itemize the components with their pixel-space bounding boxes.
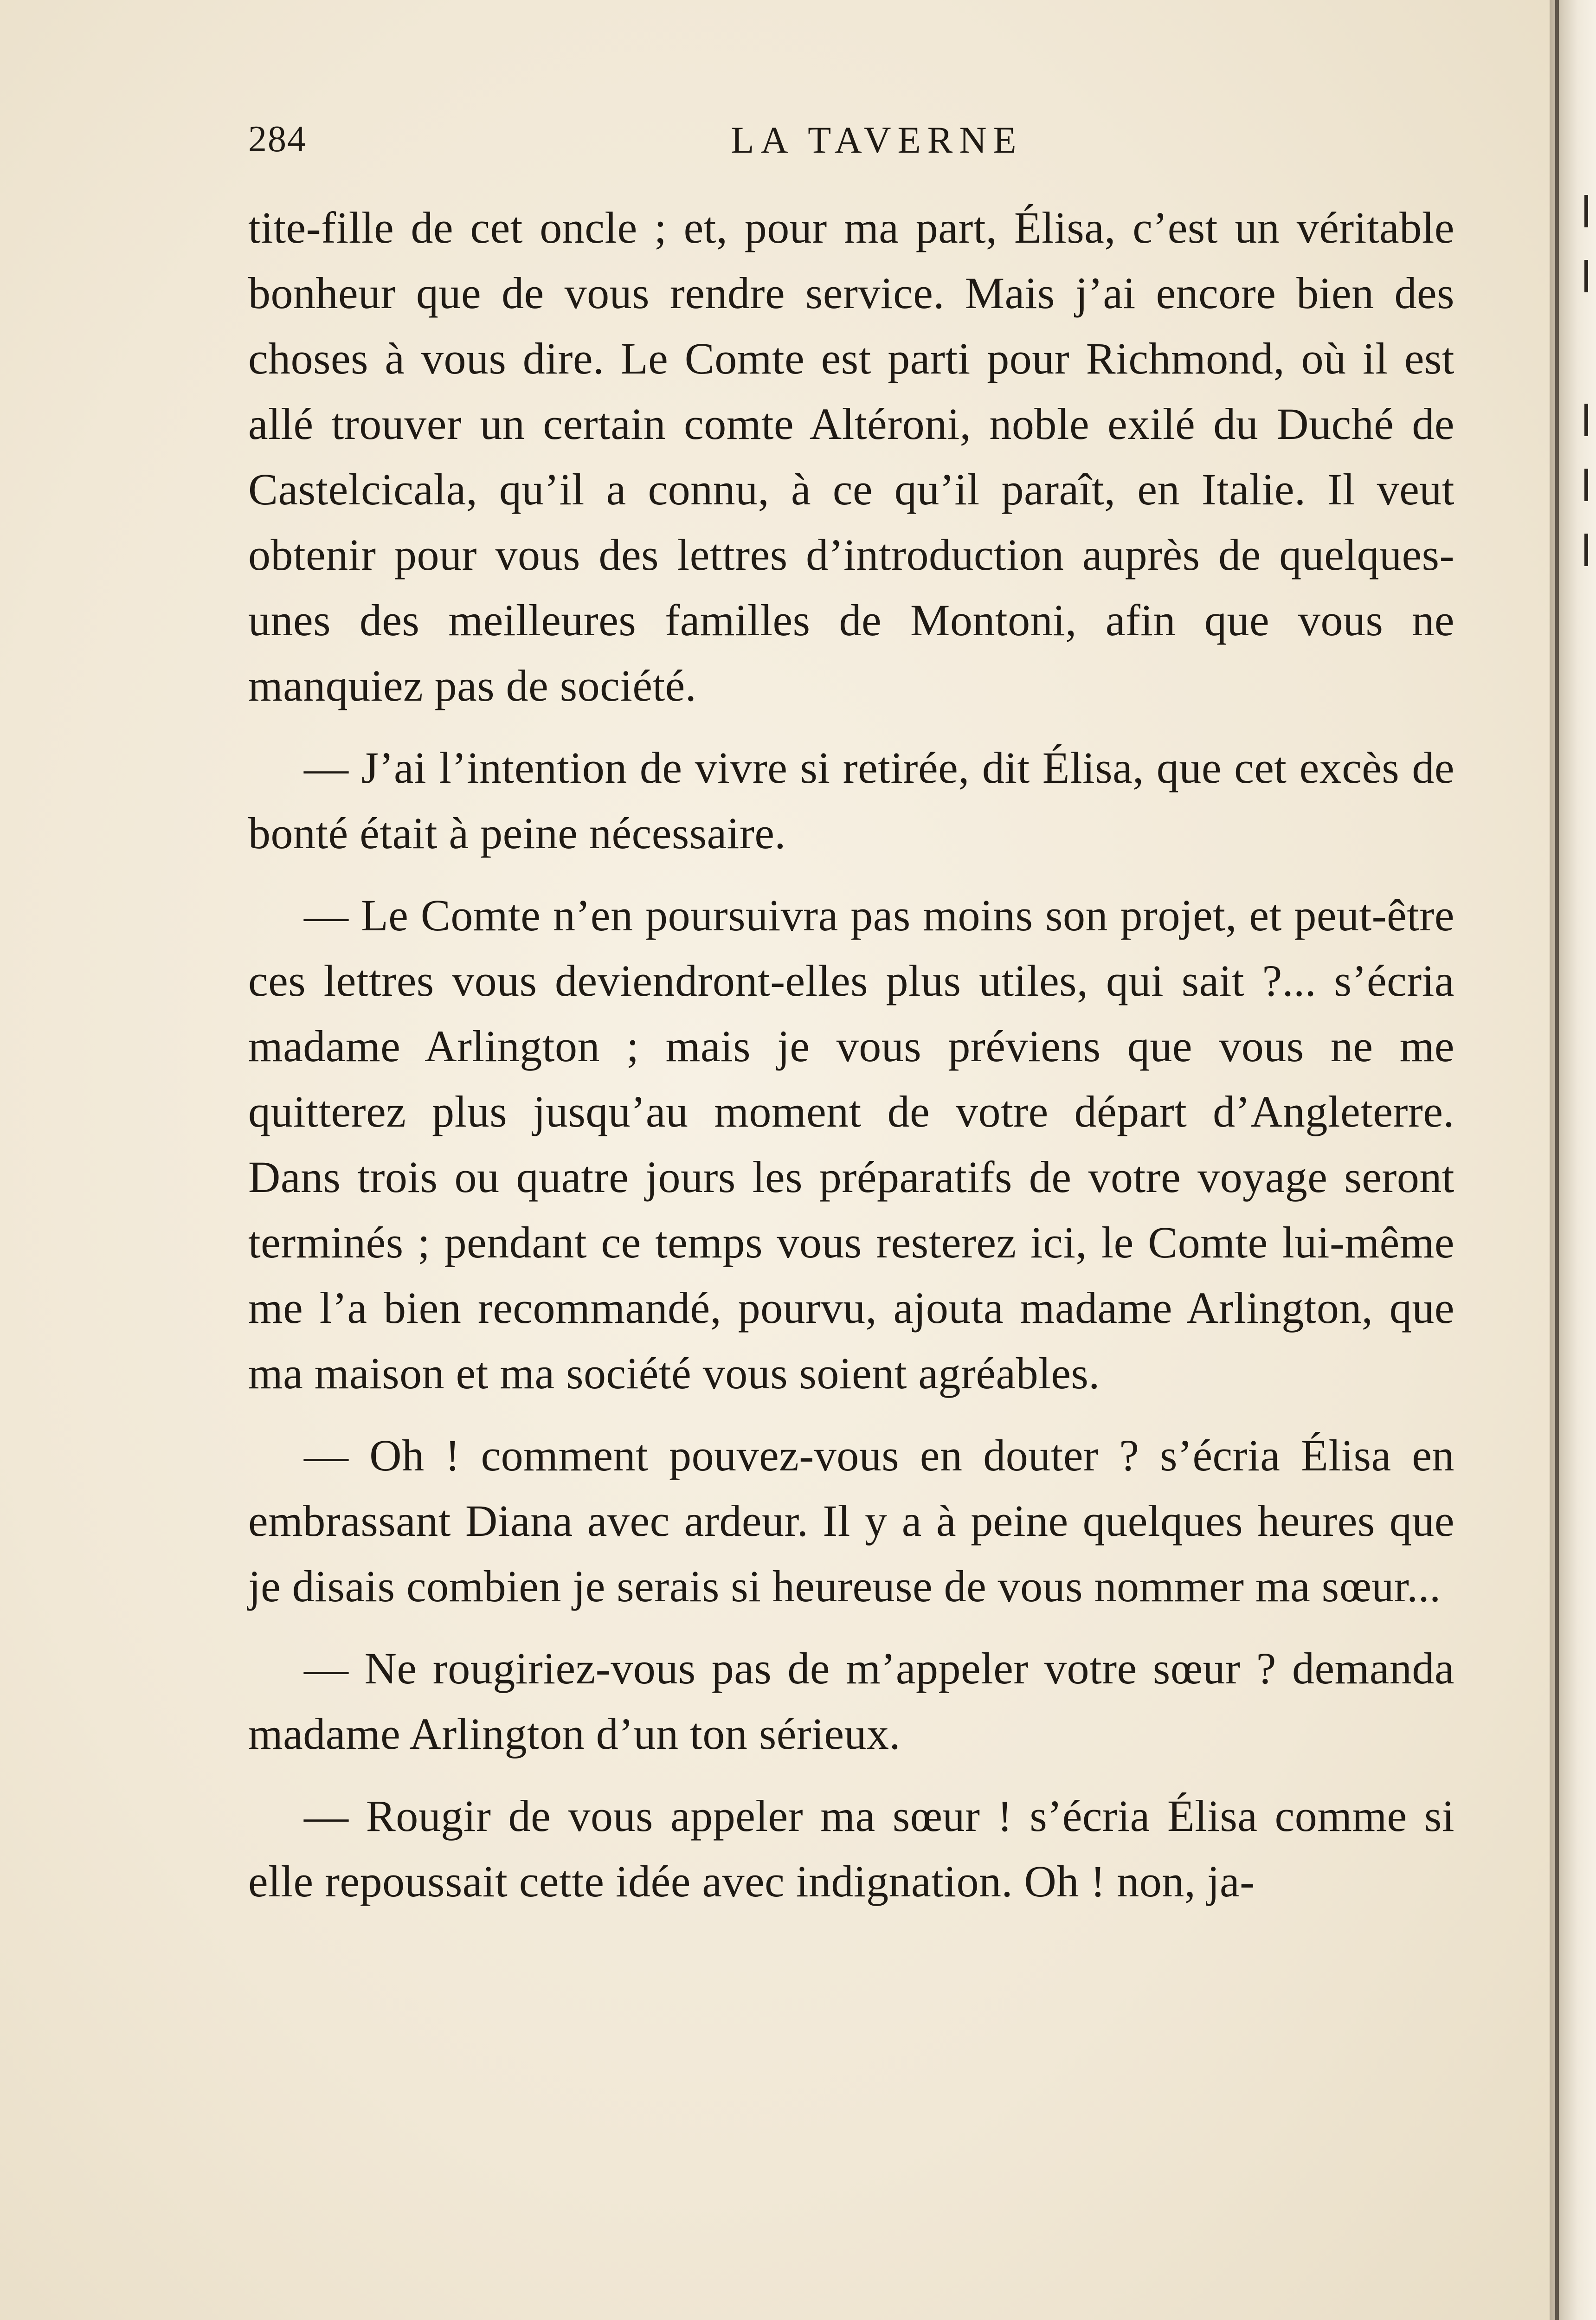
paragraph: — Oh ! comment pouvez-vous en douter ? s’écria Élisa en embrassant Diana avec ardeur. Il y a à peine quelques heures que je disais combien je serais si heureuse de vous nommer ma sœur... — [248, 1431, 1454, 1611]
paragraph: — Ne rougiriez-vous pas de m’appeler votre sœur ? demanda madame Arlington d’un ton sérieux. — [248, 1643, 1454, 1759]
page-number: 284 — [248, 119, 307, 160]
paragraph: — Rougir de vous appeler ma sœur ! s’écria Élisa comme si elle repoussait cette idée avec indignation. Oh ! non, ja- — [248, 1791, 1454, 1906]
paragraph: tite-fille de cet oncle ; et, pour ma part, Élisa, c’est un véritable bonheur que de vous rendre service. Mais j’ai encore bien des choses à vous dire. Le Comte est parti pour Richmond, où il est allé trouver un certain comte Altéroni, noble exilé du Duché de Castelcicala, qu’il a connu, à ce qu’il paraît, en Italie. Il veut obtenir pour vous des lettres d’introduction auprès de quelques-unes des meilleures familles de Montoni, afin que vous ne manquiez pas de société. — [248, 203, 1454, 710]
paragraph: — Le Comte n’en poursuivra pas moins son projet, et peut-être ces lettres vous deviendront-elles plus utiles, qui sait ?... s’écria madame Arlington ; mais je vous préviens que vous ne me quitterez plus jusqu’au moment de votre départ d’Angleterre. Dans trois ou quatre jours les préparatifs de votre voyage seront terminés ; pendant ce temps vous resterez ici, le Comte lui-même me l’a bien recommandé, pourvu, ajouta madame Arlington, que ma maison et ma société vous soient agréables. — [248, 890, 1454, 1398]
binding-edge — [1555, 0, 1559, 2320]
paragraph: — J’ai l’intention de vivre si retirée, dit Élisa, que cet excès de bonté était à peine nécessaire. — [248, 743, 1454, 858]
body-text — [248, 195, 1454, 1931]
running-title: LA TAVERNE — [731, 119, 1023, 161]
next-page-edge-mark — [1584, 195, 1588, 227]
next-page-edge-mark — [1584, 260, 1588, 292]
next-page-edge-mark — [1584, 469, 1588, 501]
next-page-edge-mark — [1584, 534, 1588, 566]
next-page-edge-mark — [1584, 404, 1588, 436]
page-header — [248, 118, 1478, 169]
